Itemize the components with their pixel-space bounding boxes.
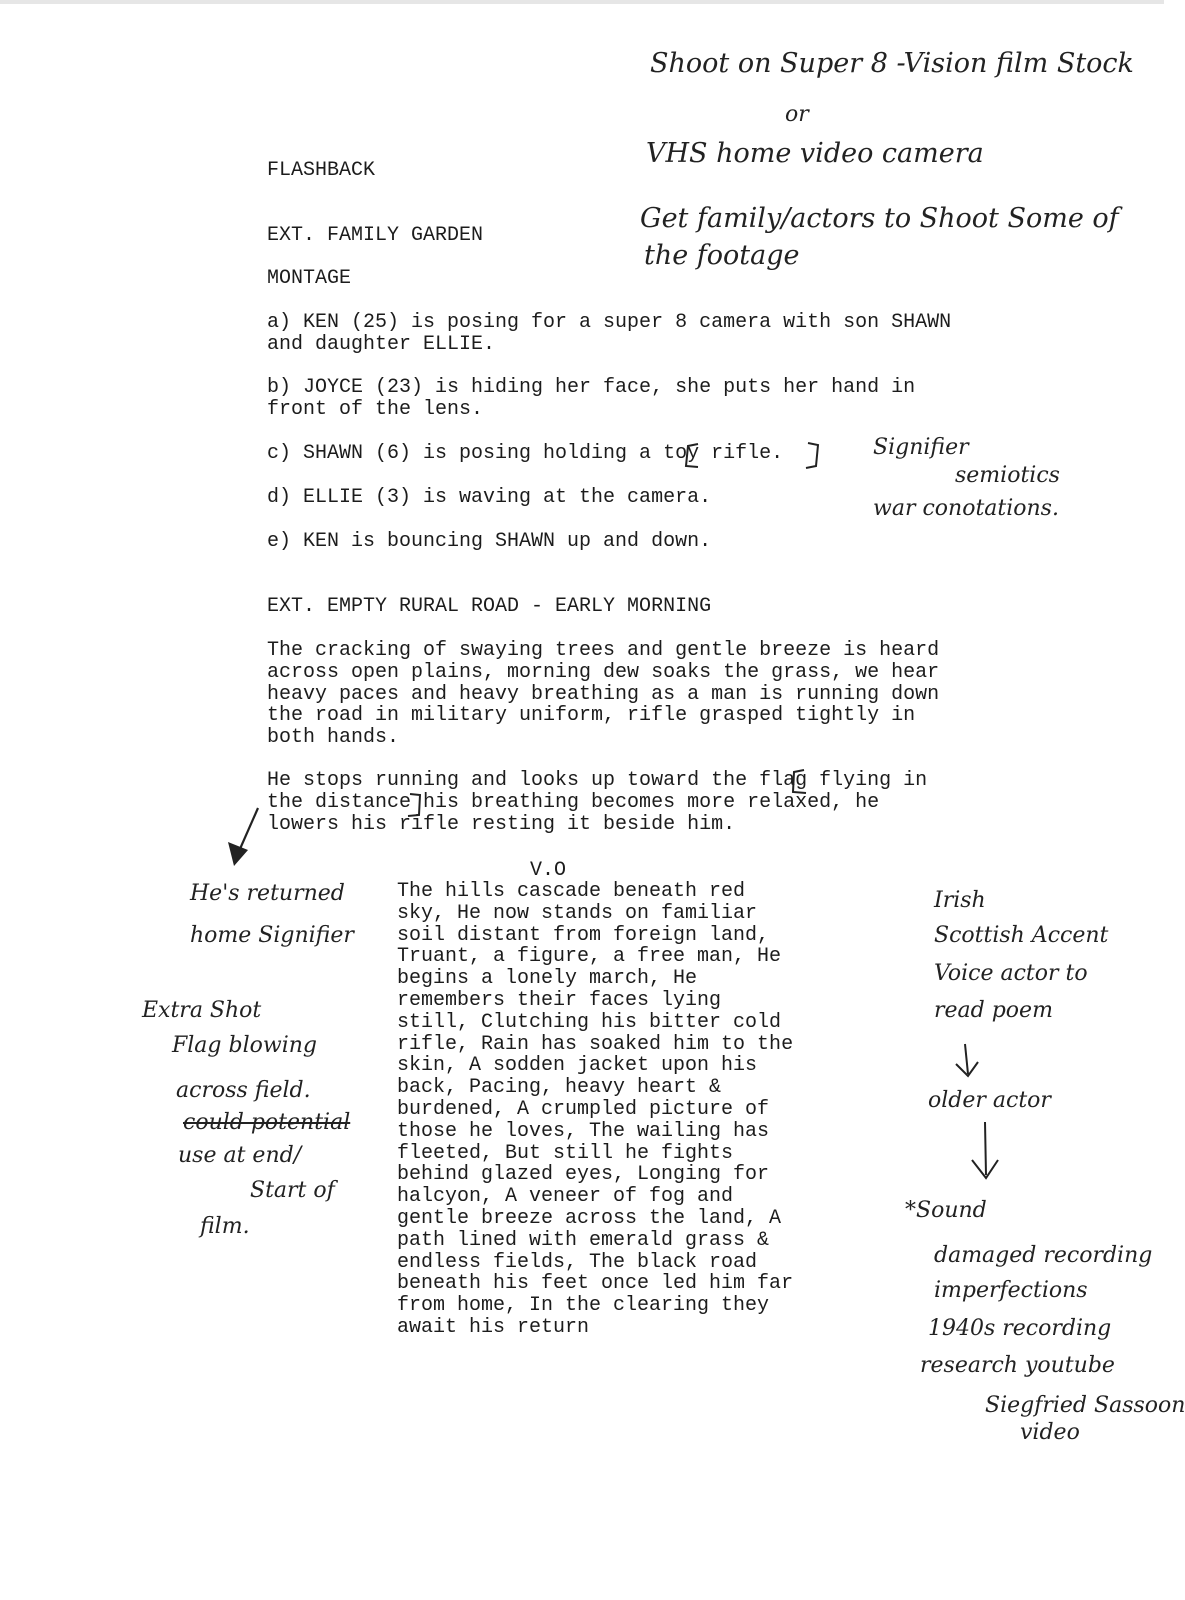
shot-d: d) ELLIE (3) is waving at the camera.: [267, 486, 712, 509]
note-returned: He's returned: [190, 881, 345, 906]
note-film-stock: Shoot on Super 8 -Vision film Stock: [650, 48, 1134, 79]
note-war-connotations: war conotations.: [873, 496, 1059, 521]
shot-e: e) KEN is bouncing SHAWN up and down.: [267, 530, 712, 553]
note-imperfections: imperfections: [934, 1278, 1088, 1303]
note-scottish-accent: Scottish Accent: [934, 923, 1109, 948]
note-family-actors: Get family/actors to Shoot Some of: [640, 203, 1119, 234]
note-film: film.: [200, 1214, 250, 1239]
arrow-head-returned: [228, 842, 248, 866]
note-1940s-recording: 1940s recording: [928, 1316, 1112, 1341]
note-or: or: [785, 102, 809, 127]
montage-heading: MONTAGE: [267, 267, 352, 290]
note-start-of: Start of: [250, 1178, 335, 1203]
note-damaged-recording: damaged recording: [934, 1243, 1153, 1268]
note-semiotics: semiotics: [955, 463, 1060, 488]
voice-over-poem: The hills cascade beneath red sky, He now stands on familiar soil distant from foreign land, Truant, a figure, a free man, He begins a lonely march, He remembers their faces lying still, Clutching his bitter cold rifle, Rain has soaked him to the skin, A sodden jacket upon his back, Pacing, heavy heart & burdened, A crumpled picture of those he loves, The wailing has fleeted, But still he fights behind glazed eyes, Longing for halcyon, A veneer of fog and gentle breeze across the land, A path lined with emerald grass & endless fields, The black road beneath his feet once led him far from home, In the clearing they await his return: [397, 880, 794, 1339]
note-use-at-end: use at end/: [178, 1143, 302, 1168]
action-paragraph-1: The cracking of swaying trees and gentle breeze is heard across open plains, morning dew soaks the grass, we hear heavy paces and heavy breathing as a man is running down the road in military uniform, rifle grasped tightly in both hands.: [267, 639, 940, 750]
voice-over-label: V.O: [530, 859, 567, 882]
note-read-poem: read poem: [934, 998, 1053, 1023]
note-irish: Irish: [934, 888, 986, 913]
note-older-actor: older actor: [928, 1088, 1051, 1113]
note-extra-shot: Extra Shot: [142, 998, 262, 1023]
note-footage: the footage: [644, 240, 800, 271]
note-could-potential: could potential: [183, 1110, 351, 1135]
scene-heading-road: EXT. EMPTY RURAL ROAD - EARLY MORNING: [267, 595, 712, 618]
scene-heading-garden: EXT. FAMILY GARDEN: [267, 224, 484, 247]
note-research-youtube: research youtube: [920, 1353, 1115, 1378]
action-paragraph-2: He stops running and looks up toward the flag flying in the distance his breathing becomes more relaxed, he lowers his rifle resting it beside him.: [267, 769, 928, 836]
shot-c: c) SHAWN (6) is posing holding a toy rifle.: [267, 442, 784, 465]
note-voice-actor: Voice actor to: [934, 961, 1088, 986]
shot-a: a) KEN (25) is posing for a super 8 camera with son SHAWN and daughter ELLIE.: [267, 311, 952, 356]
note-across-field: across field.: [176, 1078, 311, 1103]
note-vhs: VHS home video camera: [646, 138, 984, 169]
arrow-down-1: [956, 1044, 978, 1076]
arrow-to-returned-note: [236, 808, 258, 858]
note-home-signifier: home Signifier: [190, 923, 354, 948]
note-flag-blowing: Flag blowing: [172, 1033, 317, 1058]
page-edge: [0, 0, 1164, 4]
flashback-heading: FLASHBACK: [267, 159, 376, 182]
bracket-toy-rifle-right: [806, 443, 818, 468]
note-video: video: [1020, 1420, 1080, 1445]
note-sound: *Sound: [905, 1198, 987, 1223]
shot-b: b) JOYCE (23) is hiding her face, she puts her hand in front of the lens.: [267, 376, 916, 421]
note-siegfried-sassoon: Siegfried Sassoon: [985, 1393, 1185, 1418]
note-signifier: Signifier: [873, 435, 969, 460]
arrow-down-2: [972, 1122, 998, 1178]
